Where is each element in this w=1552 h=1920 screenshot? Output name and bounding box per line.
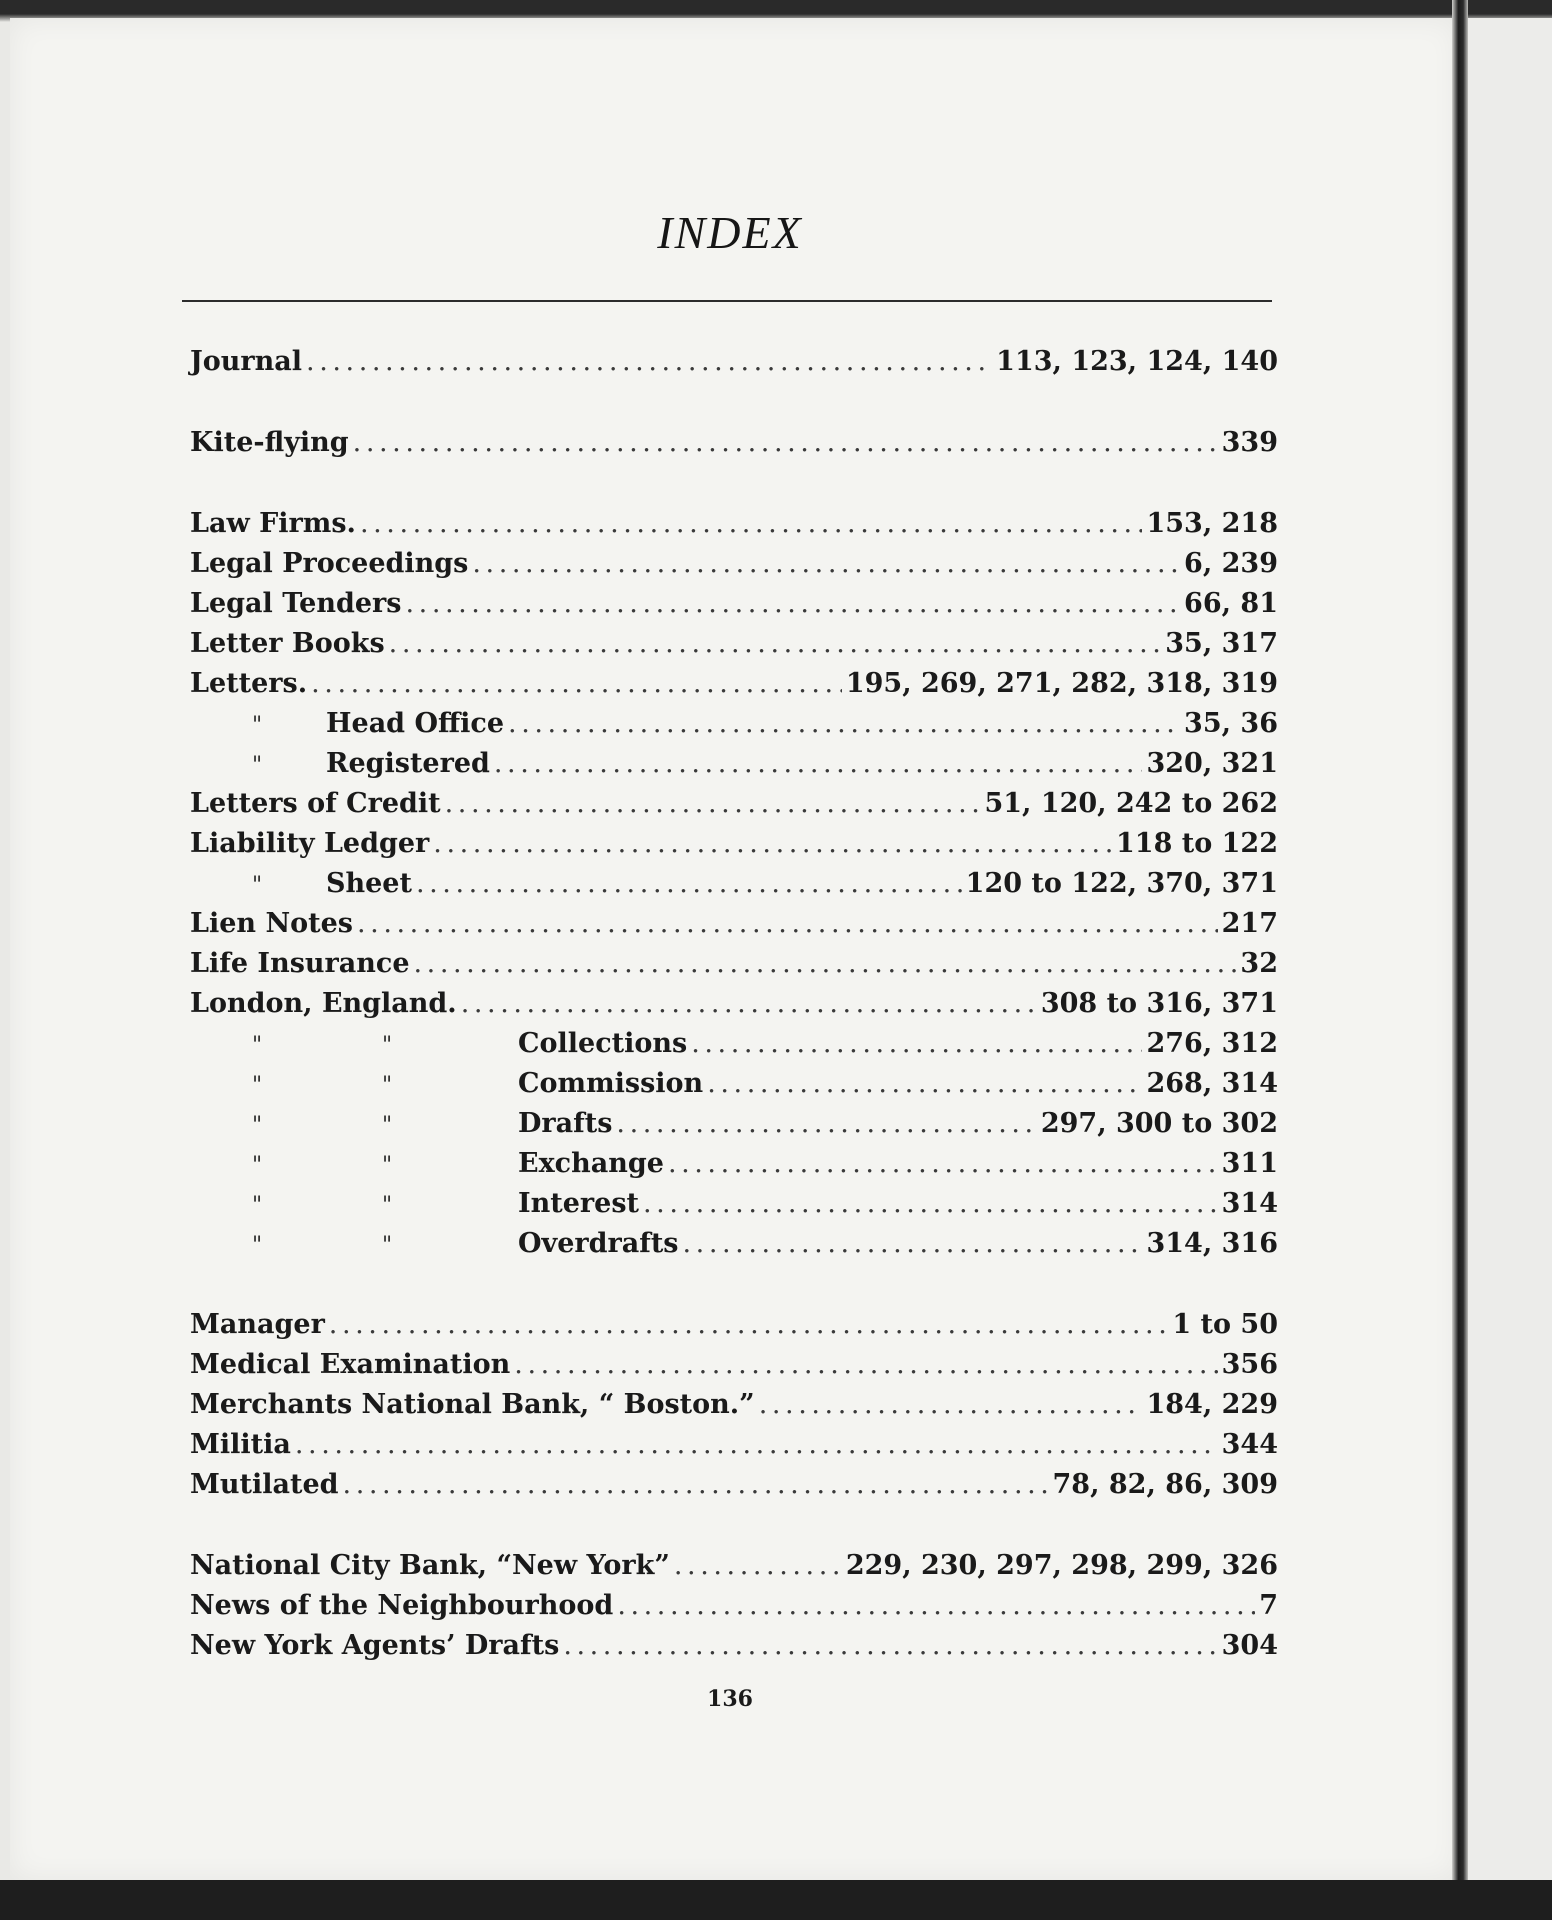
entry-pages: 217 xyxy=(1221,908,1278,939)
dot-leader xyxy=(472,548,1180,579)
dot-leader xyxy=(461,988,1037,1019)
title-rule xyxy=(182,300,1272,302)
index-entry xyxy=(190,788,1278,828)
index-entry xyxy=(190,1389,1278,1429)
entry-term: Militia xyxy=(190,1429,291,1460)
entry-pages: 120 to 122, 370, 371 xyxy=(965,868,1278,899)
entry-term: Kite-flying xyxy=(190,427,349,458)
entry-term: News of the Neighbourhood xyxy=(190,1590,614,1621)
index-entry: " Registered . . . 320, 321 xyxy=(190,748,1278,788)
entry-term: National City Bank, “New York” xyxy=(190,1550,670,1581)
entry-term: Life Insurance xyxy=(190,948,410,979)
entry-pages: 229, 230, 297, 298, 299, 326 xyxy=(845,1550,1278,1581)
entry-pages: 7 xyxy=(1259,1590,1278,1621)
entry-pages: 35, 317 xyxy=(1165,628,1278,659)
entry-pages: 308 to 316, 371 xyxy=(1040,988,1278,1019)
entry-term: Commission xyxy=(518,1068,704,1099)
dot-leader xyxy=(445,788,981,819)
entry-pages: 78, 82, 86, 309 xyxy=(1052,1469,1278,1500)
entry-pages: 66, 81 xyxy=(1184,588,1278,619)
index-group xyxy=(190,508,1278,1268)
entry-pages: 195, 269, 271, 282, 318, 319 xyxy=(845,668,1278,699)
entry-term: Manager xyxy=(190,1309,325,1340)
index-entry xyxy=(190,1630,1278,1670)
index-group xyxy=(190,1550,1278,1670)
dot-leader xyxy=(616,1108,1036,1139)
index-entry: " " Drafts . . . 297, 300 to 302 xyxy=(190,1108,1278,1148)
entry-pages: 6, 239 xyxy=(1184,548,1278,579)
dot-leader xyxy=(343,1469,1049,1500)
index-entry xyxy=(190,1309,1278,1349)
entry-term: Letters of Credit xyxy=(190,788,441,819)
entry-term: New York Agents’ Drafts xyxy=(190,1630,560,1661)
index-group xyxy=(190,427,1278,467)
dot-leader xyxy=(357,908,1218,939)
dot-leader xyxy=(508,708,1180,739)
dot-leader xyxy=(759,1389,1143,1420)
entry-pages: 1 to 50 xyxy=(1172,1309,1278,1340)
entry-term: Collections xyxy=(518,1028,688,1059)
entry-pages: 304 xyxy=(1221,1630,1278,1661)
entry-pages: 320, 321 xyxy=(1146,748,1278,779)
entry-pages: 344 xyxy=(1221,1429,1278,1460)
entry-pages: 276, 312 xyxy=(1146,1028,1278,1059)
index-entry: " Sheet . . . 120 to 122, 370, 371 xyxy=(190,868,1278,908)
entry-pages: 113, 123, 124, 140 xyxy=(996,346,1278,377)
entry-term: Merchants National Bank, “ Boston.” xyxy=(190,1389,755,1420)
entry-term: Letter Books xyxy=(190,628,385,659)
dot-leader xyxy=(691,1028,1142,1059)
index-entry: " " Overdrafts . . . 314, 316 xyxy=(190,1228,1278,1268)
entry-term: Legal Tenders xyxy=(190,588,402,619)
entry-pages: 184, 229 xyxy=(1146,1389,1278,1420)
index-entry xyxy=(190,1550,1278,1590)
entry-term: Exchange xyxy=(518,1148,664,1179)
book-page xyxy=(10,18,1458,1880)
entry-term: Journal xyxy=(190,346,303,377)
entry-pages: 297, 300 to 302 xyxy=(1040,1108,1278,1139)
index-entry xyxy=(190,628,1278,668)
dot-leader xyxy=(683,1228,1143,1259)
entry-pages: 314 xyxy=(1221,1188,1278,1219)
entry-term: Mutilated xyxy=(190,1469,339,1500)
entry-pages: 356 xyxy=(1221,1349,1278,1380)
entry-term: Head Office xyxy=(326,708,505,739)
index-entry: " " Collections . . . 276, 312 xyxy=(190,1028,1278,1068)
book-gutter xyxy=(1452,0,1468,1920)
dot-leader xyxy=(306,346,992,377)
dot-leader xyxy=(360,508,1143,539)
dot-leader xyxy=(707,1068,1142,1099)
dot-leader xyxy=(514,1349,1217,1380)
dot-leader xyxy=(311,668,842,699)
entry-term: Medical Examination xyxy=(190,1349,511,1380)
index-entry xyxy=(190,346,1278,386)
entry-term: Legal Proceedings xyxy=(190,548,469,579)
index-entry xyxy=(190,1469,1278,1509)
dot-leader xyxy=(494,748,1143,779)
index-entry xyxy=(190,588,1278,628)
index-entry xyxy=(190,1349,1278,1389)
index-entry xyxy=(190,908,1278,948)
entry-term: Interest xyxy=(518,1188,639,1219)
page-title: INDEX xyxy=(657,207,803,258)
entry-term: Liability Ledger xyxy=(190,828,430,859)
adjacent-page-edge xyxy=(1468,18,1552,1880)
index-entry xyxy=(190,988,1278,1028)
dot-leader xyxy=(353,427,1218,458)
index-entry: " " Interest . . . 314 xyxy=(190,1188,1278,1228)
entry-pages: 32 xyxy=(1240,948,1278,979)
dot-leader xyxy=(329,1309,1169,1340)
entry-pages: 153, 218 xyxy=(1146,508,1278,539)
index-entry xyxy=(190,1590,1278,1630)
index-entry: " " Exchange . . . 311 xyxy=(190,1148,1278,1188)
entry-term: Lien Notes xyxy=(190,908,353,939)
entry-term: Letters. xyxy=(190,668,308,699)
index-group xyxy=(190,1309,1278,1509)
dot-leader xyxy=(414,948,1237,979)
dot-leader xyxy=(295,1429,1218,1460)
index-entry xyxy=(190,427,1278,467)
page-number: 136 xyxy=(707,1686,753,1712)
entry-pages: 118 to 122 xyxy=(1116,828,1278,859)
scan-border xyxy=(0,1880,1552,1920)
dot-leader xyxy=(643,1188,1218,1219)
index-entry xyxy=(190,828,1278,868)
entry-pages: 311 xyxy=(1221,1148,1278,1179)
entry-term: Sheet xyxy=(326,868,412,899)
entry-pages: 314, 316 xyxy=(1146,1228,1278,1259)
entry-term: Law Firms. xyxy=(190,508,356,539)
index-entry: " Head Office . . . 35, 36 xyxy=(190,708,1278,748)
index-entry xyxy=(190,508,1278,548)
dot-leader xyxy=(617,1590,1255,1621)
entry-term: Registered xyxy=(326,748,490,779)
dot-leader xyxy=(389,628,1162,659)
index-entry xyxy=(190,668,1278,708)
dot-leader xyxy=(416,868,962,899)
dot-leader xyxy=(668,1148,1218,1179)
dot-leader xyxy=(433,828,1112,859)
entry-pages: 339 xyxy=(1221,427,1278,458)
entry-pages: 51, 120, 242 to 262 xyxy=(984,788,1278,819)
dot-leader xyxy=(563,1630,1217,1661)
entry-term: Overdrafts xyxy=(518,1228,679,1259)
entry-term: Drafts xyxy=(518,1108,613,1139)
dot-leader xyxy=(405,588,1180,619)
index-entries xyxy=(190,346,1278,1711)
entry-pages: 35, 36 xyxy=(1184,708,1278,739)
entry-term: London, England. xyxy=(190,988,457,1019)
index-entry xyxy=(190,948,1278,988)
index-entry xyxy=(190,1429,1278,1469)
index-entry xyxy=(190,548,1278,588)
dot-leader xyxy=(674,1550,842,1581)
index-entry: " " Commission . . . 268, 314 xyxy=(190,1068,1278,1108)
index-group xyxy=(190,346,1278,386)
entry-pages: 268, 314 xyxy=(1146,1068,1278,1099)
